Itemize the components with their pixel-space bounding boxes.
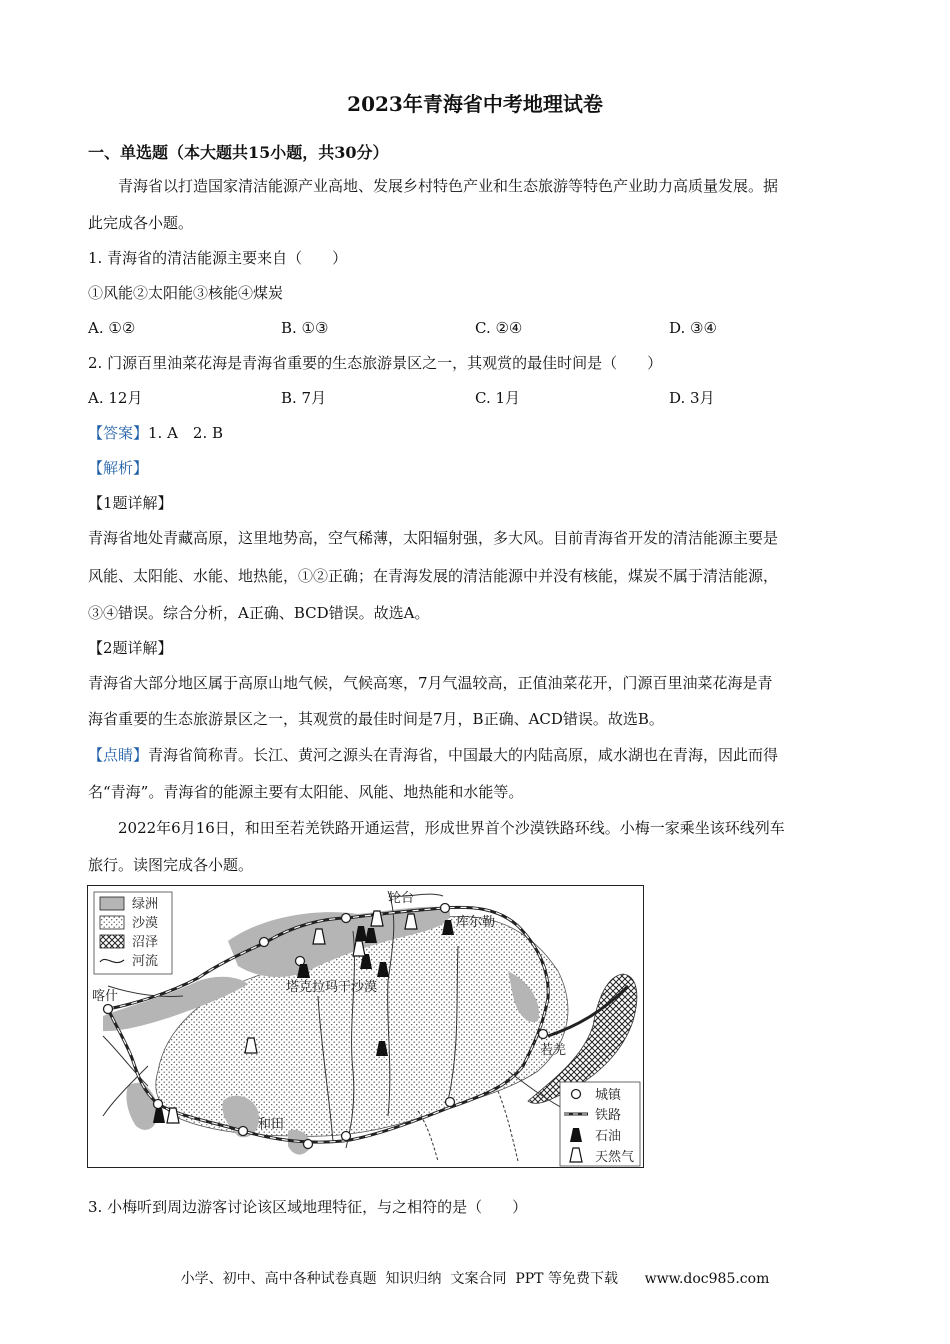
tip-line-1: 青海省简称青。长江、黄河之源头在青海省，中国最大的内陆高原，咸水湖也在青海，因此而得	[148, 746, 779, 764]
detail-1-line-3: ③④错误。综合分析，A正确、BCD错误。故选A。	[88, 604, 430, 622]
q2-option-a: A. 12月	[88, 389, 143, 407]
town-qiemo	[446, 1098, 455, 1107]
intro-2-line-2: 旅行。读图完成各小题。	[88, 856, 254, 874]
legend-town-swatch	[572, 1090, 581, 1099]
tip-tag: 【点睛】	[88, 746, 149, 764]
question-1-items: ①风能②太阳能③核能④煤炭	[88, 284, 284, 302]
answer-text: 1. A 2. B	[148, 424, 224, 442]
legend-swamp-label: 沼泽	[132, 935, 159, 950]
town-luntai	[342, 914, 351, 923]
question-1: 1. 青海省的清洁能源主要来自（ ）	[88, 249, 348, 267]
label-luntai: 轮台	[388, 891, 415, 906]
legend-rail-label: 铁路	[595, 1108, 622, 1123]
detail-2-line-1: 青海省大部分地区属于高原山地气候，气候高寒，7月气温较高，正值油菜花开，门源百里油菜花海是青	[88, 674, 773, 692]
intro-1-line-2: 此完成各小题。	[88, 214, 194, 232]
legend-bottom	[560, 1082, 640, 1166]
label-ruoqiang: 若羌	[540, 1043, 567, 1058]
q2-option-b: B. 7月	[281, 389, 327, 407]
label-kashi: 喀什	[92, 989, 119, 1004]
tarim-map-figure	[87, 885, 644, 1168]
page-footer: 小学、初中、高中各种试卷真题 知识归纳 文案合同 PPT 等免费下载 www.doc985.com	[180, 1271, 770, 1287]
legend-oasis-swatch	[100, 897, 124, 910]
label-hetian: 和田	[258, 1117, 285, 1132]
analysis-tag: 【解析】	[88, 459, 149, 477]
page-title: 2023年青海省中考地理试卷	[347, 92, 603, 116]
section-heading: 一、单选题（本大题共15小题，共30分）	[88, 143, 389, 162]
q1-option-d: D. ③④	[669, 319, 717, 337]
town-kashi	[104, 1005, 113, 1014]
legend-gas-label: 天然气	[595, 1150, 635, 1165]
q2-option-c: C. 1月	[475, 389, 521, 407]
legend-desert-label: 沙漠	[132, 916, 159, 931]
town-hetian	[239, 1127, 248, 1136]
town-yecheng	[154, 1100, 163, 1109]
town-minfeng	[342, 1132, 351, 1141]
tip-line-2: 名“青海”。青海省的能源主要有太阳能、风能、地热能和水能等。	[88, 783, 524, 801]
legend-top	[94, 892, 172, 974]
detail-1-tag: 【1题详解】	[88, 494, 173, 512]
town-kuerle	[441, 904, 450, 913]
intro-1-line-1: 青海省以打造国家清洁能源产业高地、发展乡村特色产业和生态旅游等特色产业助力高质量发展。据	[118, 177, 779, 195]
intro-2-line-1: 2022年6月16日，和田至若羌铁路开通运营，形成世界首个沙漠铁路环线。小梅一家乘坐该环线列车	[118, 819, 785, 837]
q1-option-a: A. ①②	[88, 319, 136, 337]
detail-1-line-1: 青海省地处青藏高原，这里地势高，空气稀薄，太阳辐射强，多大风。目前青海省开发的清洁能源主要是	[88, 529, 779, 547]
label-desert: 塔克拉玛干沙漠	[286, 980, 378, 995]
detail-1-line-2: 风能、太阳能、水能、地热能，①②正确；在青海发展的清洁能源中并没有核能，煤炭不属于清洁能源，	[88, 567, 779, 585]
town-aksu	[260, 938, 269, 947]
river-9	[498, 1091, 518, 1161]
legend-oil-label: 石油	[595, 1129, 622, 1144]
q2-option-d: D. 3月	[669, 389, 715, 407]
legend-oasis-label: 绿洲	[132, 897, 159, 912]
legend-swamp-swatch	[100, 935, 124, 948]
town-misc	[304, 1140, 313, 1149]
legend-desert-swatch	[100, 916, 124, 929]
q1-option-b: B. ①③	[281, 319, 329, 337]
detail-2-line-2: 海省重要的生态旅游景区之一，其观赏的最佳时间是7月，B正确、ACD错误。故选B。	[88, 710, 664, 728]
answer-tag: 【答案】	[88, 424, 149, 442]
town-ruoqiang	[539, 1030, 548, 1039]
legend-town-label: 城镇	[595, 1088, 622, 1103]
q1-option-c: C. ②④	[475, 319, 523, 337]
question-2: 2. 门源百里油菜花海是青海省重要的生态旅游景区之一，其观赏的最佳时间是（ ）	[88, 354, 663, 372]
legend-river-label: 河流	[132, 954, 159, 969]
label-kuerle: 库尔勒	[456, 915, 496, 930]
question-3: 3. 小梅听到周边游客讨论该区域地理特征，与之相符的是（ ）	[88, 1198, 528, 1216]
answer-row	[88, 423, 223, 443]
tip-row	[88, 745, 778, 765]
map-svg	[88, 886, 644, 1168]
detail-2-tag: 【2题详解】	[88, 639, 173, 657]
